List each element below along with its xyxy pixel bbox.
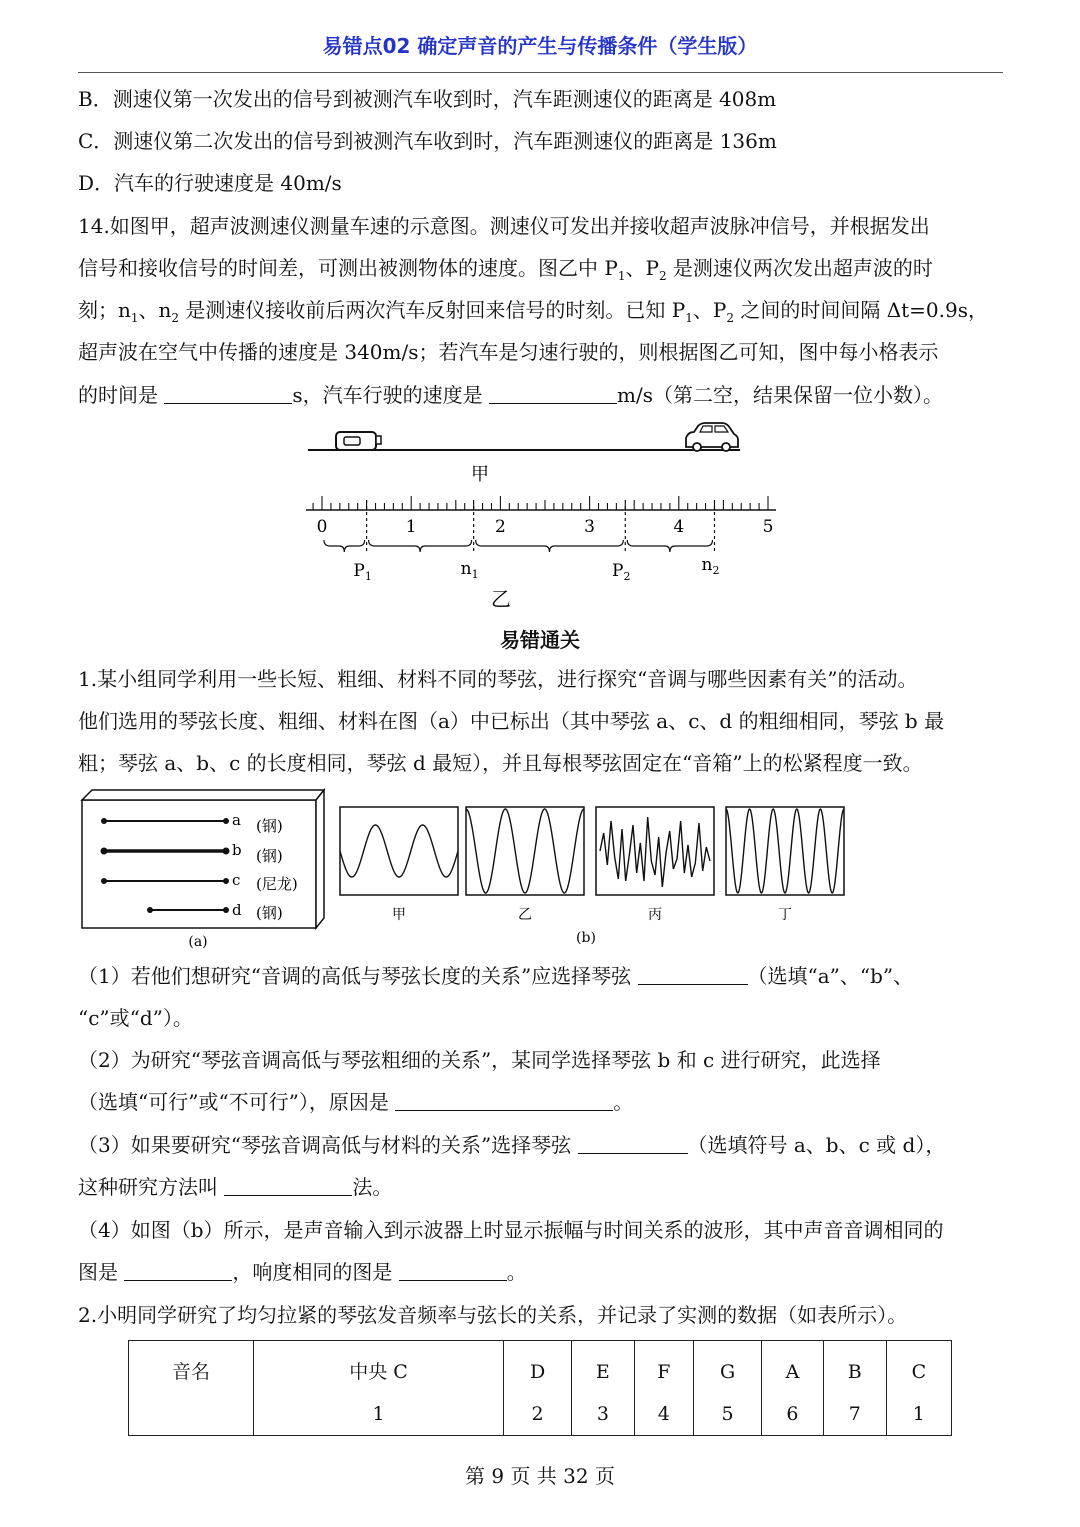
page-header-title: 易错点02 确定声音的产生与传播条件（学生版）	[322, 34, 758, 58]
section-title: 易错通关	[500, 628, 580, 652]
interval-brace	[476, 540, 624, 552]
q1-line-2: 他们选用的琴弦长度、粗细、材料在图（a）中已标出（其中琴弦 a、c、d 的粗细相同，琴弦 b 最	[78, 709, 945, 733]
page-footer: 第 9 页 共 32 页	[465, 1464, 615, 1488]
q1-part4-line-1: （4）如图（b）所示，是声音输入到示波器上时显示振幅与时间关系的波形，其中声音音调相同的	[78, 1218, 944, 1242]
ruler-tick-label: 2	[494, 517, 506, 537]
q1-part1-blank[interactable]	[638, 964, 748, 985]
q14-line-3: 刻；$n_1$、$n_2$ 是测速仪接收前后两次汽车反射回来信号的时刻。已知 $P_1$、$P_2$ 之间的时间间隔 Δt=0.9s，	[78, 298, 989, 325]
q1-part4-blank-1[interactable]	[124, 1260, 232, 1281]
q1-part2-blank[interactable]	[395, 1090, 613, 1111]
ruler-tick-label: 1	[405, 517, 417, 537]
q1-line-3: 粗；琴弦 a、b、c 的长度相同，琴弦 d 最短），并且每根琴弦固定在“音箱”上的松紧程度一致。	[78, 751, 923, 775]
q1-part3-blank-1[interactable]	[578, 1133, 688, 1154]
car-icon	[686, 423, 738, 451]
marker-label-P1: $P_1$	[353, 561, 372, 583]
table-cell: F 4	[634, 1341, 694, 1436]
table-cell: G 5	[694, 1341, 762, 1436]
string-b-id: b	[232, 841, 242, 859]
q1-part3-blank-2[interactable]	[224, 1175, 352, 1196]
q1-part2-line-1: （2）为研究“琴弦音调高低与琴弦粗细的关系”，某同学选择琴弦 b 和 c 进行研究，此选择	[78, 1048, 881, 1072]
table-cell: D 2	[504, 1341, 572, 1436]
q14-line-1: 14.如图甲，超声波测速仪测量车速的示意图。测速仪可发出并接收超声波脉冲信号，并根据发出	[78, 214, 930, 238]
ruler-tick-label: 4	[673, 517, 685, 537]
wave-panel-label: 丙	[648, 907, 662, 923]
q2-text: 2.小明同学研究了均匀拉紧的琴弦发音频率与弦长的关系，并记录了实测的数据（如表所示）。	[78, 1303, 908, 1327]
q1-part3-line-2: 这种研究方法叫 法。	[78, 1175, 393, 1199]
table-cell: C 1	[886, 1341, 951, 1436]
marker-label-n1: $n_1$	[460, 559, 479, 581]
q1-part4-line-2: 图是 ，响度相同的图是 。	[78, 1260, 527, 1284]
wave-panel-bing	[596, 807, 714, 923]
marker-label-n2: $n_2$	[701, 555, 720, 577]
figure-b-caption: (b)	[576, 930, 596, 946]
wave-panel-label: 乙	[518, 907, 532, 923]
q14-line-2: 信号和接收信号的时间差，可测出被测物体的速度。图乙中 $P_1$、$P_2$ 是测速仪两次发出超声波的时	[78, 256, 933, 283]
q1-part2-line-2: （选填“可行”或“不可行”），原因是 。	[78, 1090, 634, 1114]
q14-blank-1[interactable]	[164, 383, 292, 404]
interval-brace	[627, 540, 712, 552]
q1-part4-blank-2[interactable]	[399, 1260, 507, 1281]
string-a-id: a	[232, 811, 241, 829]
figure-b-waveforms	[336, 800, 850, 950]
string-d-id: d	[232, 901, 242, 919]
figure-yi-caption: 乙	[491, 587, 511, 611]
table-cell: E 3	[572, 1341, 634, 1436]
string-c-id: c	[232, 871, 241, 889]
string-a-material: (钢)	[256, 817, 283, 835]
interval-brace	[324, 540, 365, 552]
ruler-tick-label: 0	[316, 517, 328, 537]
q1-part1-line-2: “c”或“d”）。	[78, 1006, 193, 1030]
wave-panel-ding	[726, 807, 844, 923]
q1-part3-line-1: （3）如果要研究“琴弦音调高低与材料的关系”选择琴弦 （选填符号 a、b、c 或 d），	[78, 1133, 946, 1157]
wave-panel-label: 丁	[778, 907, 792, 923]
figure-jia-caption: 甲	[471, 464, 489, 485]
figure-a-strings-box	[78, 788, 334, 954]
wave-panel-yi	[466, 807, 584, 923]
q14-line-5: 的时间是 s，汽车行驶的速度是 m/s（第二空，结果保留一位小数）。	[78, 383, 943, 407]
table-cell: 音名	[129, 1341, 254, 1436]
q14-line-4: 超声波在空气中传播的速度是 340m/s；若汽车是匀速行驶的，则根据图乙可知，图中每小格表示	[78, 340, 939, 364]
table-cell: 中央 C 1	[254, 1341, 504, 1436]
q13-option-d: D．汽车的行驶速度是 40m/s	[78, 171, 342, 195]
ruler-tick-label: 5	[762, 517, 774, 537]
interval-brace	[369, 540, 472, 552]
table-cell: A 6	[762, 1341, 824, 1436]
frequency-table	[128, 1340, 952, 1436]
speed-meter-icon	[336, 432, 381, 450]
marker-label-P2: $P_2$	[612, 561, 631, 583]
wave-panel-label: 甲	[392, 907, 406, 923]
string-d-material: (钢)	[256, 904, 283, 922]
wave-panel-jia	[340, 807, 458, 923]
q1-part1-line-1: （1）若他们想研究“音调的高低与琴弦长度的关系”应选择琴弦 （选填“a”、“b”、	[78, 964, 914, 988]
header-rule	[78, 72, 1003, 73]
string-b-material: (钢)	[256, 847, 283, 865]
figure-a-caption: (a)	[188, 934, 208, 950]
table-cell: B 7	[823, 1341, 886, 1436]
q14-blank-2[interactable]	[489, 383, 617, 404]
q1-line-1: 1.某小组同学利用一些长短、粗细、材料不同的琴弦，进行探究“音调与哪些因素有关”的活动。	[78, 667, 918, 691]
time-scale-ruler	[306, 496, 776, 583]
q13-option-c: C．测速仪第二次发出的信号到被测汽车收到时，汽车距测速仪的距离是 136m	[78, 129, 777, 153]
table-row	[129, 1341, 952, 1436]
ruler-tick-label: 3	[584, 517, 596, 537]
figure-speed-diagram	[300, 420, 790, 620]
q13-option-b: B．测速仪第一次发出的信号到被测汽车收到时，汽车距测速仪的距离是 408m	[78, 87, 777, 111]
string-c-material: (尼龙)	[256, 875, 298, 893]
